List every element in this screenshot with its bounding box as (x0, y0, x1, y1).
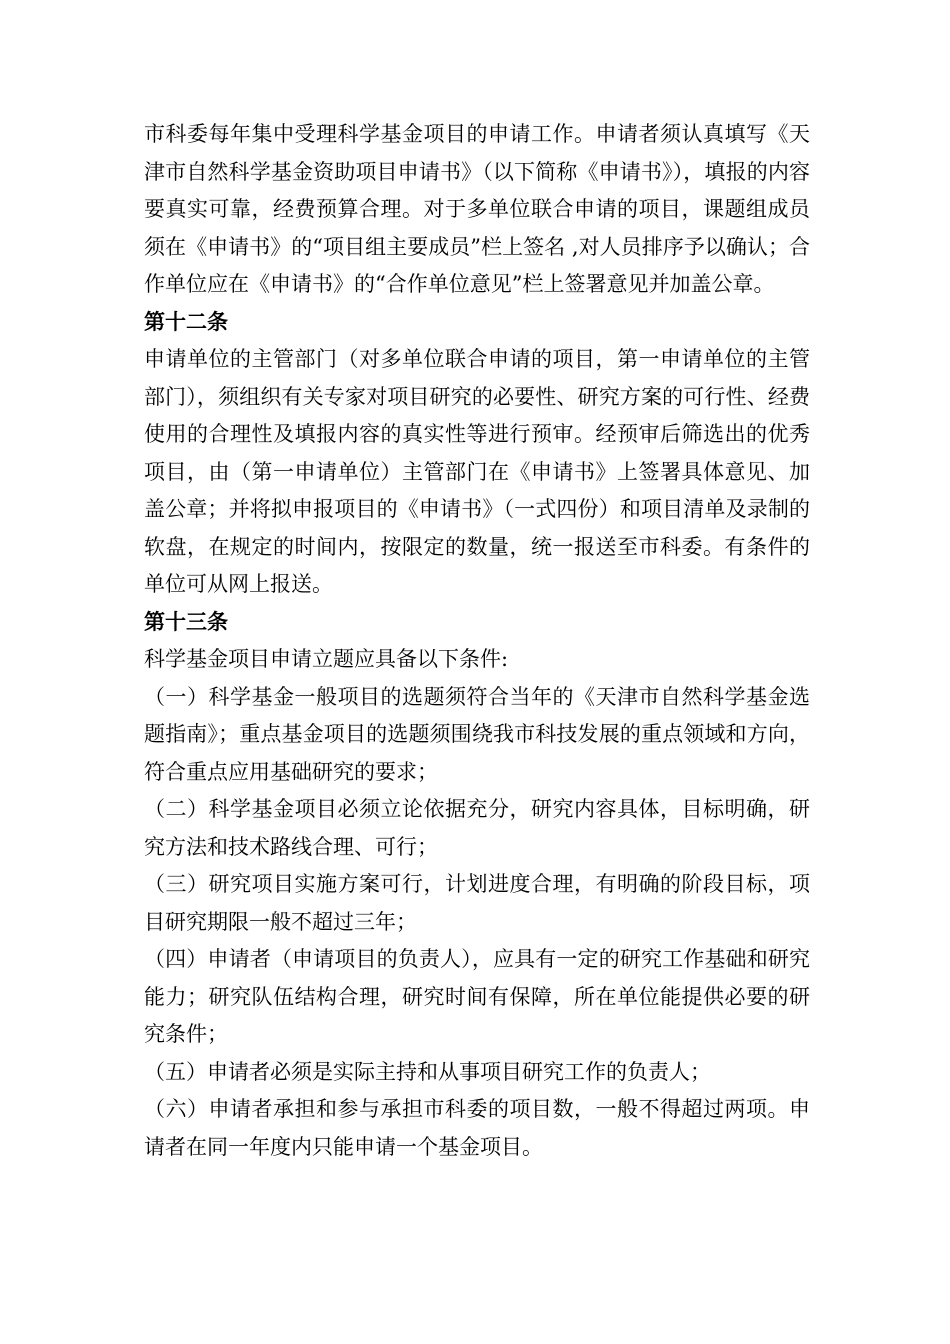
article-13-item-6: （六）申请者承担和参与承担市科委的项目数，一般不得超过两项。申请者在同一年度内只能申请一个基金项目。 (144, 1097, 810, 1159)
article-13-heading: 第十三条 (144, 609, 228, 634)
document-page (144, 116, 810, 1166)
intro-paragraph: 市科委每年集中受理科学基金项目的申请工作。申请者须认真填写《天津市自然科学基金资助项目申请书》（以下简称《申请书》），填报的内容要真实可靠，经费预算合理。对于多单位联合申请的项目，课题组成员须在《申请书》的“项目组主要成员”栏上签名 ,对人员排序予以确认；合作单位应在《申请书》的“合作单位意见”栏上签署意见并加盖公章。 (144, 122, 810, 296)
article-13-item-1: （一）科学基金一般项目的选题须符合当年的《天津市自然科学基金选题指南》；重点基金项目的选题须围绕我市科技发展的重点领域和方向，符合重点应用基础研究的要求； (144, 684, 810, 784)
article-13-item-4: （四）申请者（申请项目的负责人），应具有一定的研究工作基础和研究能力；研究队伍结构合理，研究时间有保障，所在单位能提供必要的研究条件； (144, 947, 810, 1046)
article-13-item-5: （五）申请者必须是实际主持和从事项目研究工作的负责人； (144, 1059, 711, 1084)
article-12-heading: 第十二条 (144, 309, 228, 334)
article-13-lead: 科学基金项目申请立题应具备以下条件: (144, 647, 509, 671)
article-13-item-3: （三）研究项目实施方案可行，计划进度合理，有明确的阶段目标，项目研究期限一般不超过三年； (144, 872, 810, 934)
article-13-item-2: （二）科学基金项目必须立论依据充分，研究内容具体，目标明确，研究方法和技术路线合理、可行； (144, 797, 810, 859)
article-12-body: 申请单位的主管部门（对多单位联合申请的项目，第一申请单位的主管部门），须组织有关专家对项目研究的必要性、研究方案的可行性、经费使用的合理性及填报内容的真实性等进行预审。经预审后筛选出的优秀项目，由（第一申请单位）主管部门在《申请书》上签署具体意见、加盖公章；并将拟申报项目的《申请书》（一式四份）和项目清单及录制的软盘，在规定的时间内，按限定的数量，统一报送至市科委。有条件的单位可从网上报送。 (144, 347, 810, 596)
